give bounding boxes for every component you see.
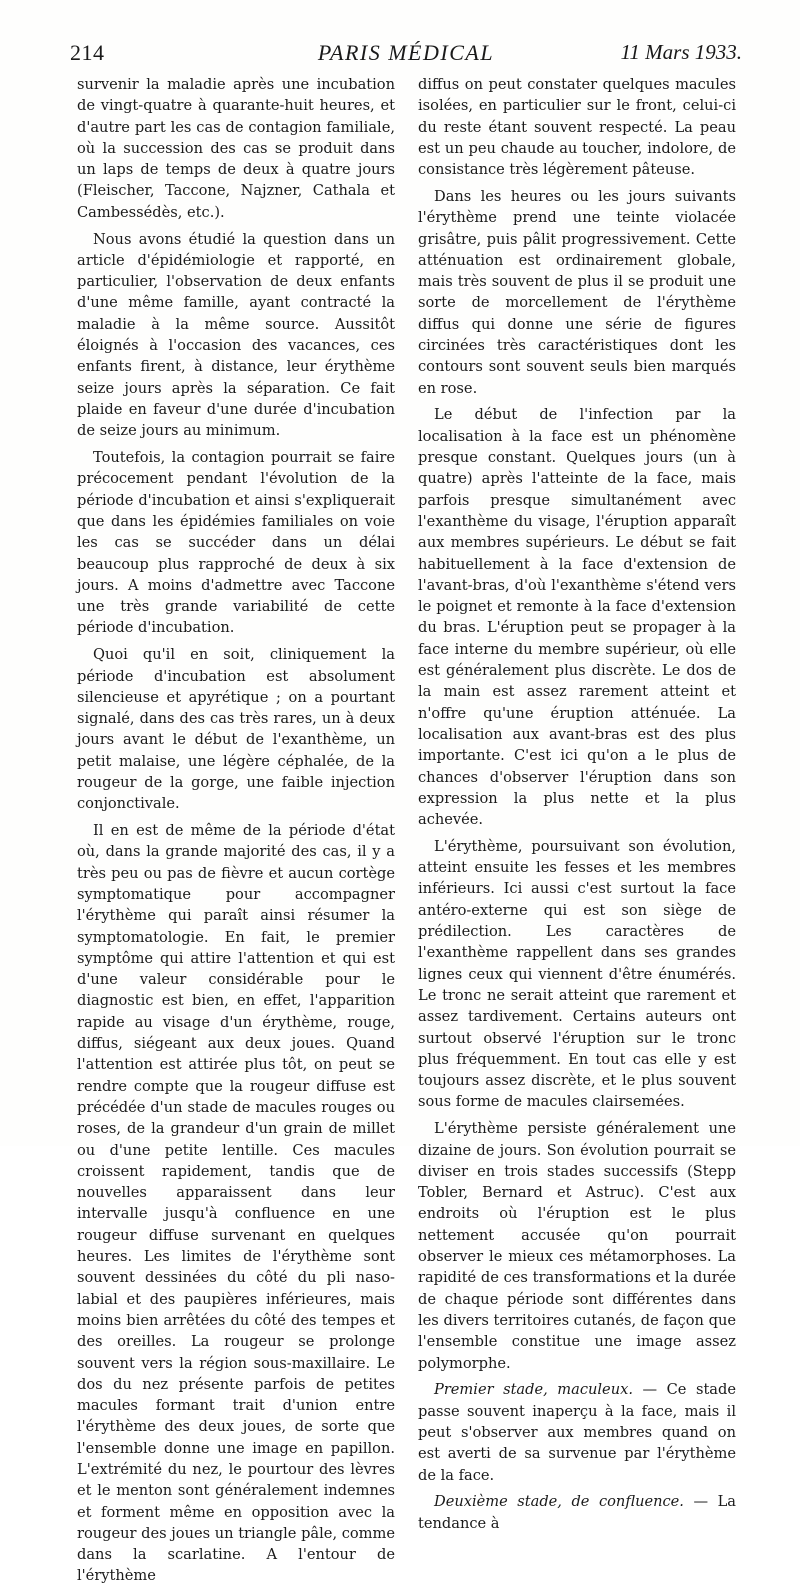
page-header xyxy=(70,40,742,70)
paragraph: Il en est de même de la période d'état où, dans la grande majorité des cas, il y a très peu ou pas de fièvre et aucun cortège symptomatique pour accompagner l'érythème qui paraît ainsi résumer la symptomatologie. En fait, le premier symptôme qui attire l'attention et qui est d'une valeur considérable pour le diagnostic est bien, en effet, l'apparition rapide au visage d'un érythème, rouge, diffus, siégeant aux deux joues. Quand l'attention est attirée plus tôt, on peut se rendre compte que la rougeur diffuse est précédée d'un stade de macules rouges ou roses, de la grandeur d'un grain de millet ou d'une petite lentille. Ces macules croissent rapidement, tandis que de nouvelles apparaissent dans leur intervalle jusqu'à confluence en une rougeur diffuse survenant en quelques heures. Les limites de l'érythème sont souvent dessinées du côté du pli naso-labial et des paupières inférieures, mais moins bien arrêtées du côté des tempes et des oreilles. La rougeur se prolonge souvent vers la région sous-maxillaire. Le dos du nez présente parfois de petites macules formant trait d'union entre l'érythème des deux joues, de sorte que l'ensemble donne une image en papillon. L'extrémité du nez, le pourtour des lèvres et le menton sont généralement indemnes et forment même en opposition avec la rougeur des joues un triangle pâle, comme dans la scarlatine. A l'entour de l'érythème xyxy=(77,822,395,1585)
paragraph xyxy=(418,1491,736,1534)
paragraph: Quoi qu'il en soit, cliniquement la période d'incubation est absolument silencieuse et apyrétique ; on a pourtant signalé, dans des cas très rares, un à deux jours avant le début de l'exanthème, un petit malaise, une légère céphalée, de la rougeur de la gorge, une faible injection conjonctivale. xyxy=(77,646,395,813)
paragraph: L'érythème, poursuivant son évolution, atteint ensuite les fesses et les membres inférieurs. Ici aussi c'est surtout la face antéro-externe qui est son siège de prédilection. Les caractères de l'exanthème rappellent dans ses grandes lignes ceux qui viennent d'être énumérés. Le tronc ne serait atteint que rarement et assez tardivement. Certains auteurs ont surtout observé l'éruption sur le tronc plus fréquemment. En tout cas elle y est toujours assez discrète, et le plus souvent sous forme de macules clairsemées. xyxy=(418,837,736,1111)
paragraph: Toutefois, la contagion pourrait se faire précocement pendant l'évolution de la période d'incubation et ainsi s'expliquerait que dans les épidémies familiales on voie les cas se succéder dans un délai beaucoup plus rapproché de deux à six jours. A moins d'admettre avec Taccone une très grande variabilité de cette période d'incubation. xyxy=(77,449,395,637)
paragraph-text: — Ce stade passe souvent inaperçu à la face, mais il peut s'observer aux membres quand on est averti de sa survenue par l'érythème de la face. xyxy=(418,1381,736,1484)
paragraph: L'érythème persiste généralement une dizaine de jours. Son évolution pourrait se diviser en trois stades successifs (Stepp Tobler, Bernard et Astruc). C'est aux endroits où l'éruption est le plus nettement accusée qu'on pourrait observer le mieux ces métamorphoses. La rapidité de ces transformations et la durée de chaque période sont différentes dans les divers territoires cutanés, de façon que l'ensemble constitue une image assez polymorphe. xyxy=(418,1120,736,1372)
journal-title: PARIS MÉDICAL xyxy=(317,40,495,65)
section-heading: Premier stade, maculeux. xyxy=(434,1381,633,1399)
paragraph: Dans les heures ou les jours suivants l'érythème prend une teinte violacée grisâtre, puis pâlit progressivement. Cette atténuation est ordinairement globale, mais très souvent de plus il se produit une sorte de morcellement de l'érythème diffus qui donne une série de figures circinées très caractéristiques dont les contours sont souvent seuls bien marqués en rose. xyxy=(418,187,736,397)
paragraph xyxy=(418,1379,736,1485)
left-column xyxy=(77,74,395,1587)
paragraph: Nous avons étudié la question dans un article d'épidémiologie et rapporté, en particulier, l'observation de deux enfants d'une même famille, ayant contracté la maladie à la même source. Aussitôt éloignés à l'occasion des vacances, ces enfants firent, à distance, leur érythème seize jours après la séparation. Ce fait plaide en faveur d'une durée d'incubation de seize jours au minimum. xyxy=(77,230,395,440)
section-heading: Deuxième stade, de confluence. xyxy=(434,1493,684,1511)
paragraph: diffus on peut constater quelques macules isolées, en particulier sur le front, celui-ci du reste étant souvent respecté. La peau est un peu chaude au toucher, indolore, de consistance très légèrement pâteuse. xyxy=(418,76,736,179)
paragraph: Le début de l'infection par la localisation à la face est un phénomène presque constant. Quelques jours (un à quatre) après l'atteinte de la face, mais parfois presque simultanément avec l'exanthème du visage, l'éruption apparaît aux membres supérieurs. Le début se fait habituellement à la face d'extension de l'avant-bras, d'où l'exanthème s'étend vers le poignet et remonte à la face d'extension du bras. L'éruption peut se propager à la face interne du membre supérieur, où elle est généralement plus discrète. Le dos de la main est assez rarement atteint et n'offre qu'une éruption atténuée. La localisation aux avant-bras est des plus importante. C'est ici qu'on a le plus de chances d'observer l'éruption dans son expression la plus nette et la plus achevée. xyxy=(418,406,736,829)
right-column xyxy=(418,74,736,1534)
page-number: 214 xyxy=(70,40,105,65)
paragraph-text: — La tendance à xyxy=(418,1493,736,1532)
issue-date: 11 Mars 1933. xyxy=(620,40,742,64)
paragraph: survenir la maladie après une incubation de vingt-quatre à quarante-huit heures, et d'autre part les cas de contagion familiale, où la succession des cas se produit dans un laps de temps de deux à quatre jours (Fleischer, Taccone, Najzner, Cathala et Cambessédès, etc.). xyxy=(77,76,395,221)
